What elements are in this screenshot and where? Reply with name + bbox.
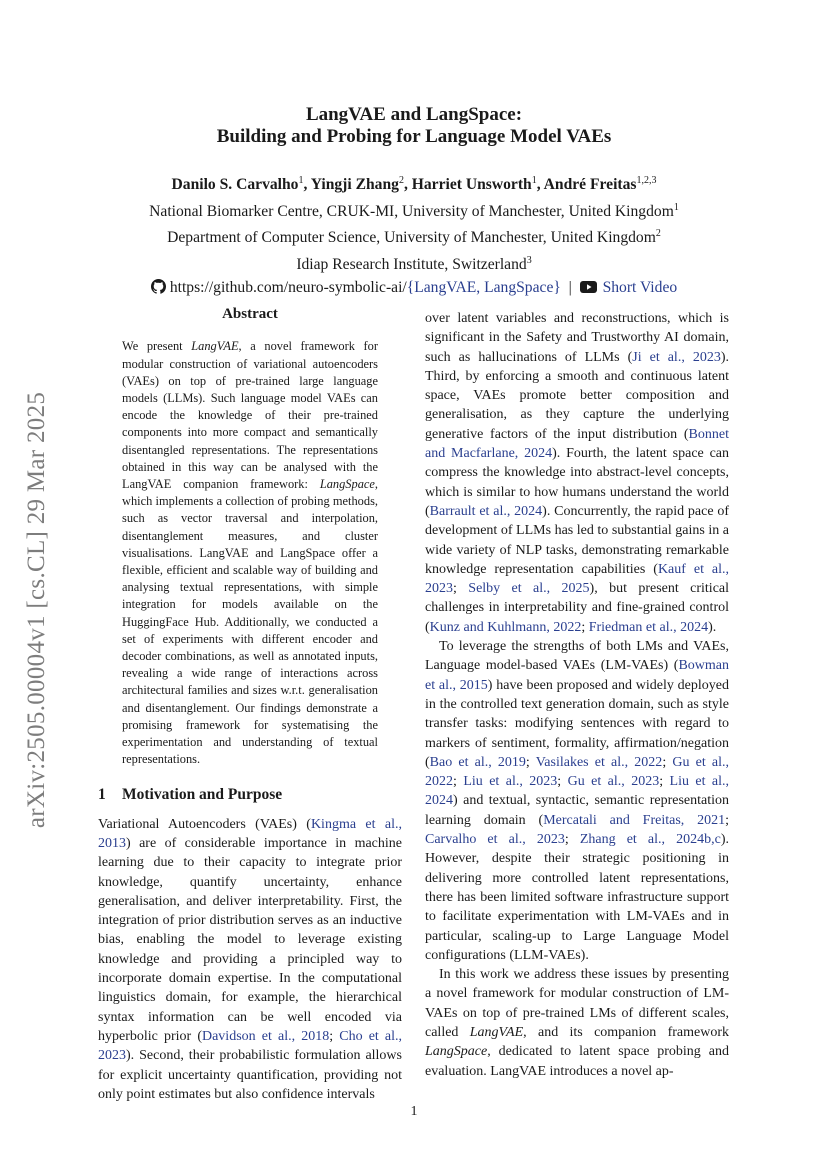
citation[interactable]: Davidson et al., 2018 (201, 1028, 330, 1044)
citation[interactable]: Bonnet and Macfarlane, 2024 (425, 426, 729, 462)
abstract-text: We present LangVAE, a novel framework for modular construction of variational autoencoders (VAEs) on top of pre-trained large language models (LLMs). Such language model VAEs can encode the knowledge of their pre-trained components into more compact and semantically disentangled representations. The representations obtained in this way can be analysed with the LangVAE companion framework: LangSpace, which implements a collection of probing methods, such as vector traversal and interpolation, disentanglement measures, and cluster visualisations. LangVAE and LangSpace offer a flexible, efficient and scalable way of building and analysing textual representations, with simple integration for models available on the HuggingFace Hub. Additionally, we conducted a set of experiments with different encoder and decoder combinations, as well as annotated inputs, revealing a wide range of interactions across architectural families and sizes w.r.t. generalisation and disentanglement. Our findings demonstrate a promising framework for systematising the experimentation and understanding of textual representations. (122, 339, 378, 767)
citation[interactable]: Bowman et al., 2015 (425, 658, 729, 693)
citation[interactable]: Gu et al., 2023 (567, 774, 660, 790)
paper-title (0, 104, 828, 148)
citation[interactable]: Vasilakes et al., 2022 (535, 754, 663, 770)
affiliation-3: Idiap Research Institute, Switzerland$^3$ (296, 255, 532, 274)
abstract-heading: Abstract (222, 306, 278, 322)
author-4: André Freitas (543, 176, 637, 194)
paragraph-2: To leverage the strengths of both LMs and VAEs, Language model-based VAEs (LM-VAEs) (Bowman et al., 2015) have been proposed and widely deployed in the controlled text generation domain, such as style transfer tasks: modifying sentences with regard to markers of sentiment, formality, affirmation/negation (Bao et al., 2019; Vasilakes et al., 2022; Gu et al., 2022; Liu et al., 2023; Gu et al., 2023; Liu et al., 2024) and textual, syntactic, semantic representation learning domain (Mercatali and Freitas, 2021; Carvalho et al., 2023; Zhang et al., 2024b,c). However, despite their strategic positioning in delivering more controlled latent representations, there has been limited software infrastructure support to facilitate experimentation with LM-VAEs and in particular, scaling-up to Large Language Model configurations (LLM-VAEs). (425, 639, 730, 963)
github-repos-link[interactable]: {LangVAE, LangSpace} (406, 278, 561, 296)
citation[interactable]: Zhang et al., 2024b,c (579, 832, 721, 848)
link-separator: | (568, 278, 572, 296)
citation[interactable]: Kauf et al., 2023 (425, 561, 729, 597)
links-line (0, 277, 828, 300)
paragraph-1-continued: over latent variables and reconstructions, which is significant in the Safety and Trustworthy AI domain, such as hallucinations of LLMs (Ji et al., 2023). Third, by enforcing a smooth and continuous latent space, VAEs promote better composition and generalisation, as they capture the underlying generative factors of the input distribution (Bonnet and Macfarlane, 2024). Fourth, the latent space can compress the knowledge into abstract-level concepts, which is similar to how humans understand the world (Barrault et al., 2024). Concurrently, the rapid pace of development of LLMs has led to substantial gains in a wide variety of NLP tasks, demonstrating remarkable knowledge representation capabilities (Kauf et al., 2023; Selby et al., 2025), but present critical challenges in interpretability and fine-grained control (Kunz and Kuhlmann, 2022; Friedman et al., 2024). (425, 311, 730, 635)
youtube-icon (580, 281, 597, 293)
citation[interactable]: Cho et al., 2023 (98, 1028, 403, 1064)
github-icon (151, 279, 166, 294)
author-3: Harriet Unsworth (411, 176, 532, 194)
short-video-link[interactable]: Short Video (602, 278, 678, 296)
affiliation-1: National Biomarker Centre, CRUK-MI, University of Manchester, United Kingdom$^1$ (149, 201, 679, 220)
author-1: Danilo S. Carvalho (171, 176, 299, 194)
section-heading: 1 Motivation and Purpose (98, 786, 283, 804)
left-column (98, 305, 402, 1104)
title-line-1: LangVAE and LangSpace: (305, 104, 523, 125)
paragraph-1: Variational Autoencoders (VAEs) (Kingma et al., 2013) are of considerable importance in machine learning due to their capacity to integrate prior knowledge, quantify uncertainty, enhance generalisation, and deliver interpretability. First, the integration of prior distribution serves as an inductive bias, enabling the model to leverage existing knowledge and providing a principled way to incorporate domain expertise. In the computational linguistics domain, for example, the hierarchical syntax information can be well encoded via hyperbolic prior (Davidson et al., 2018; Cho et al., 2023). Second, their probabilistic formulation allows for explicit uncertainty quantification, providing not only point estimates but also confidence intervals (98, 816, 403, 1102)
citation[interactable]: Friedman et al., 2024 (588, 619, 709, 635)
citation[interactable]: Kunz and Kuhlmann, 2022 (429, 619, 582, 635)
citation[interactable]: Liu et al., 2024 (425, 774, 730, 809)
citation[interactable]: Mercatali and Freitas, 2021 (543, 812, 726, 828)
author-names: Danilo S. Carvalho$^1$, Yingji Zhang$^2$, Harriet Unsworth$^1$, André Freitas$^{1,2,3}$ (171, 175, 657, 194)
author-2: Yingji Zhang (310, 176, 399, 194)
citation[interactable]: Liu et al., 2023 (463, 774, 558, 790)
citation[interactable]: Gu et al., 2022 (425, 754, 730, 790)
page-number: 1 (410, 1104, 418, 1119)
right-column (425, 309, 729, 1081)
github-url[interactable]: https://github.com/neuro-symbolic-ai/ (169, 278, 407, 296)
arxiv-stamp: arXiv:2505.00004v1 [cs.CL] 29 Mar 2025 (23, 391, 50, 829)
citation[interactable]: Kingma et al., 2013 (98, 816, 402, 851)
affiliation-2: Department of Computer Science, University of Manchester, United Kingdom$^2$ (167, 228, 661, 247)
citation[interactable]: Barrault et al., 2024 (429, 503, 543, 519)
citation[interactable]: Selby et al., 2025 (468, 581, 590, 597)
citation[interactable]: Carvalho et al., 2023 (425, 832, 565, 848)
citation[interactable]: Bao et al., 2019 (429, 754, 526, 770)
title-line-2: Building and Probing for Language Model VAEs (216, 126, 612, 147)
author-block (0, 170, 828, 299)
paragraph-3: In this work we address these issues by presenting a novel framework for modular construction of LM-VAEs on top of pre-trained LMs of different scales, called LangVAE, and its companion framework LangSpace, dedicated to latent space probing and evaluation. LangVAE introduces a novel ap- (425, 967, 730, 1079)
citation[interactable]: Ji et al., 2023 (632, 349, 721, 365)
